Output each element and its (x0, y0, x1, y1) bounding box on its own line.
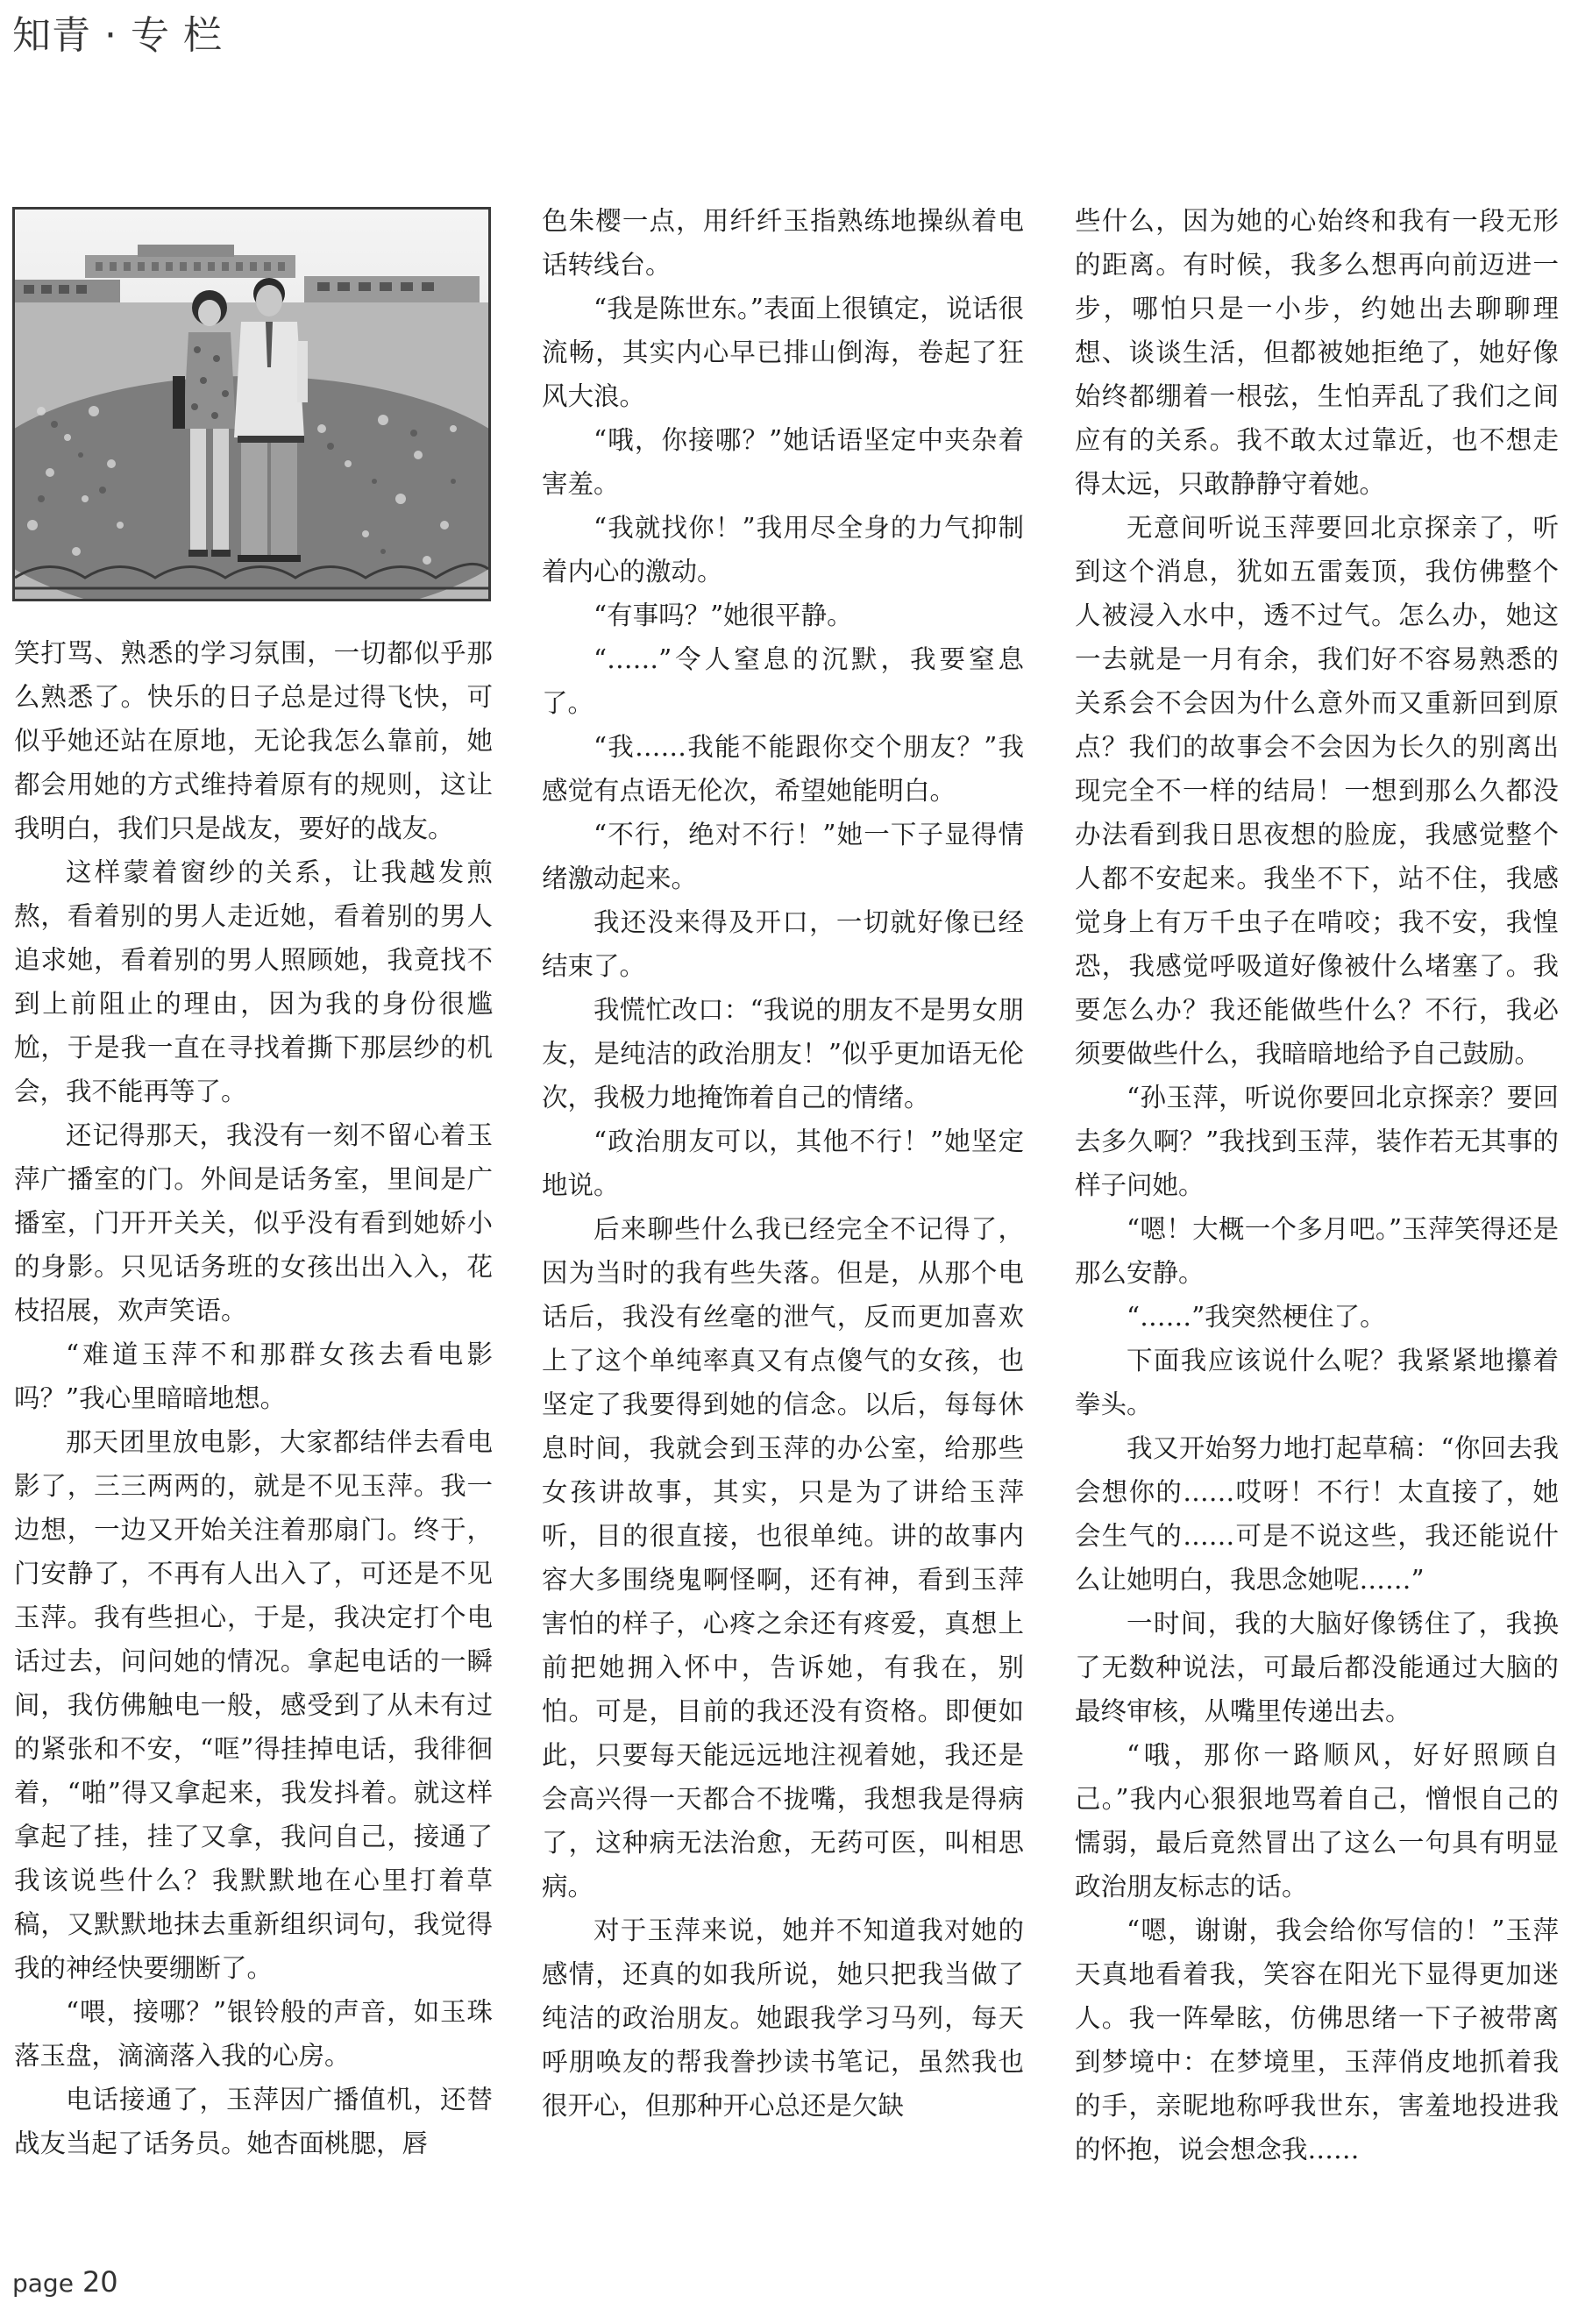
paragraph: 无意间听说玉萍要回北京探亲了，听到这个消息，犹如五雷轰顶，我仿佛整个人被浸入水中，透不过气。怎么办，她这一去就是一月有余，我们好不容易熟悉的关系会不会因为什么意外而又重新回到原点？我们的故事会不会因为长久的别离出现完全不一样的结局！一想到那么久都没办法看到我日思夜想的脸庞，我感觉整个人都不安起来。我坐不下，站不住，我感觉身上有万千虫子在啃咬；我不安，我惶恐，我感觉呼吸道好像被什么堵塞了。我要怎么办？我还能做些什么？不行，我必须要做些什么，我暗暗地给予自己鼓励。 (1075, 513, 1559, 1069)
paragraph: “孙玉萍，听说你要回北京探亲？要回去多久啊？”我找到玉萍，装作若无其事的样子问她。 (1075, 1083, 1559, 1200)
paragraph: “有事吗？”她很平静。 (594, 601, 853, 630)
paragraph: “哦，那你一路顺风，好好照顾自己。”我内心狠狠地骂着自己，憎恨自己的懦弱，最后竟然冒出了这么一句具有明显政治朋友标志的话。 (1075, 1740, 1559, 1901)
text-column-2 (542, 199, 1024, 2128)
paragraph: 下面我应该说什么呢？我紧紧地攥着拳头。 (1075, 1346, 1559, 1419)
section-header: 知青 · 专 栏 (12, 13, 223, 58)
paragraph: “哦，你接哪？”她话语坚定中夹杂着害羞。 (542, 425, 1024, 499)
paragraph: “我……我能不能跟你交个朋友？”我感觉有点语无伦次，希望她能明白。 (542, 732, 1024, 806)
paragraph: “嗯，谢谢，我会给你写信的！”玉萍天真地看着我，笑容在阳光下显得更加迷人。我一阵晕眩，仿佛思绪一下子被带离到梦境中：在梦境里，玉萍俏皮地抓着我的手，亲昵地称呼我世东，害羞地投进我的怀抱，说会想念我…… (1075, 1915, 1559, 2164)
text-column-3 (1075, 199, 1559, 2171)
text-column-1 (14, 631, 493, 2165)
paragraph: “我是陈世东。”表面上很镇定，说话很流畅，其实内心早已排山倒海，卷起了狂风大浪。 (542, 294, 1024, 411)
paragraph: 些什么，因为她的心始终和我有一段无形的距离。有时候，我多么想再向前迈进一步，哪怕只是一小步，约她出去聊聊理想、谈谈生活，但都被她拒绝了，她好像始终都绷着一根弦，生怕弄乱了我们之间应有的关系。我不敢太过靠近，也不想走得太远，只敢静静守着她。 (1075, 206, 1559, 499)
page-footer (12, 2265, 118, 2299)
paragraph: 一时间，我的大脑好像锈住了，我换了无数种说法，可最后都没能通过大脑的最终审核，从嘴里传递出去。 (1075, 1609, 1559, 1726)
paragraph: 我又开始努力地打起草稿：“你回去我会想你的……哎呀！不行！太直接了，她会生气的……可是不说这些，我还能说什么让她明白，我思念她呢……” (1075, 1433, 1559, 1595)
paragraph: “喂，接哪？”银铃般的声音，如玉珠落玉盘，滴滴落入我的心房。 (14, 1997, 493, 2071)
paragraph: “……”令人窒息的沉默，我要窒息了。 (542, 644, 1024, 718)
paragraph: 后来聊些什么我已经完全不记得了，因为当时的我有些失落。但是，从那个电话后，我没有丝毫的泄气，反而更加喜欢上了这个单纯率真又有点傻气的女孩，也坚定了我要得到她的信念。以后，每每休息时间，我就会到玉萍的办公室，给那些女孩讲故事，其实，只是为了讲给玉萍听，目的很直接，也很单纯。讲的故事内容大多围绕鬼啊怪啊，还有神，看到玉萍害怕的样子，心疼之余还有疼爱，真想上前把她拥入怀中，告诉她，有我在，别怕。可是，目前的我还没有资格。即便如此，只要每天能远远地注视着她，我还是会高兴得一天都合不拢嘴，我想我是得病了，这种病无法治愈，无药可医，叫相思病。 (542, 1214, 1024, 1901)
paragraph: 笑打骂、熟悉的学习氛围，一切都似乎那么熟悉了。快乐的日子总是过得飞快，可似乎她还站在原地，无论我怎么靠前，她都会用她的方式维持着原有的规则，这让我明白，我们只是战友，要好的战友。 (14, 638, 493, 843)
paragraph: “……”我突然梗住了。 (1127, 1302, 1386, 1332)
paragraph: 色朱樱一点，用纤纤玉指熟练地操纵着电话转线台。 (542, 206, 1024, 280)
photo-icon (15, 210, 488, 599)
paragraph: 电话接通了，玉萍因广播值机，还替战友当起了话务员。她杏面桃腮，唇 (14, 2085, 493, 2158)
paragraph: 对于玉萍来说，她并不知道我对她的感情，还真的如我所说，她只把我当做了纯洁的政治朋友。她跟我学习马列，每天呼朋唤友的帮我誊抄读书笔记，虽然我也很开心，但那种开心总还是欠缺 (542, 1915, 1024, 2121)
photo (12, 207, 491, 601)
page-number: 20 (82, 2265, 118, 2299)
paragraph: “不行，绝对不行！”她一下子显得情绪激动起来。 (542, 820, 1024, 893)
page-label: page (12, 2269, 74, 2298)
paragraph: “嗯！大概一个多月吧。”玉萍笑得还是那么安静。 (1075, 1214, 1559, 1288)
paragraph: “难道玉萍不和那群女孩去看电影吗？”我心里暗暗地想。 (14, 1340, 493, 1413)
paragraph: 那天团里放电影，大家都结伴去看电影了，三三两两的，就是不见玉萍。我一边想，一边又开始关注着那扇门。终于，门安静了，不再有人出入了，可还是不见玉萍。我有些担心，于是，我决定打个电话过去，问问她的情况。拿起电话的一瞬间，我仿佛触电一般，感受到了从未有过的紧张和不安，“哐”得挂掉电话，我徘徊着，“啪”得又拿起来，我发抖着。就这样拿起了挂，挂了又拿，我问自己，接通了我该说些什么？我默默地在心里打着草稿，又默默地抹去重新组织词句，我觉得我的神经快要绷断了。 (14, 1427, 493, 1983)
paragraph: 我慌忙改口：“我说的朋友不是男女朋友，是纯洁的政治朋友！”似乎更加语无伦次，我极力地掩饰着自己的情绪。 (542, 995, 1024, 1112)
paragraph: 这样蒙着窗纱的关系，让我越发煎熬，看着别的男人走近她，看着别的男人追求她，看着别的男人照顾她，我竟找不到上前阻止的理由，因为我的身份很尴尬，于是我一直在寻找着撕下那层纱的机会，我不能再等了。 (14, 857, 493, 1106)
paragraph: 还记得那天，我没有一刻不留心着玉萍广播室的门。外间是话务室，里间是广播室，门开开关关，似乎没有看到她娇小的身影。只见话务班的女孩出出入入，花枝招展，欢声笑语。 (14, 1120, 493, 1325)
paragraph: “政治朋友可以，其他不行！”她坚定地说。 (542, 1126, 1024, 1200)
paragraph: 我还没来得及开口，一切就好像已经结束了。 (542, 907, 1024, 981)
paragraph: “我就找你！”我用尽全身的力气抑制着内心的激动。 (542, 513, 1024, 586)
